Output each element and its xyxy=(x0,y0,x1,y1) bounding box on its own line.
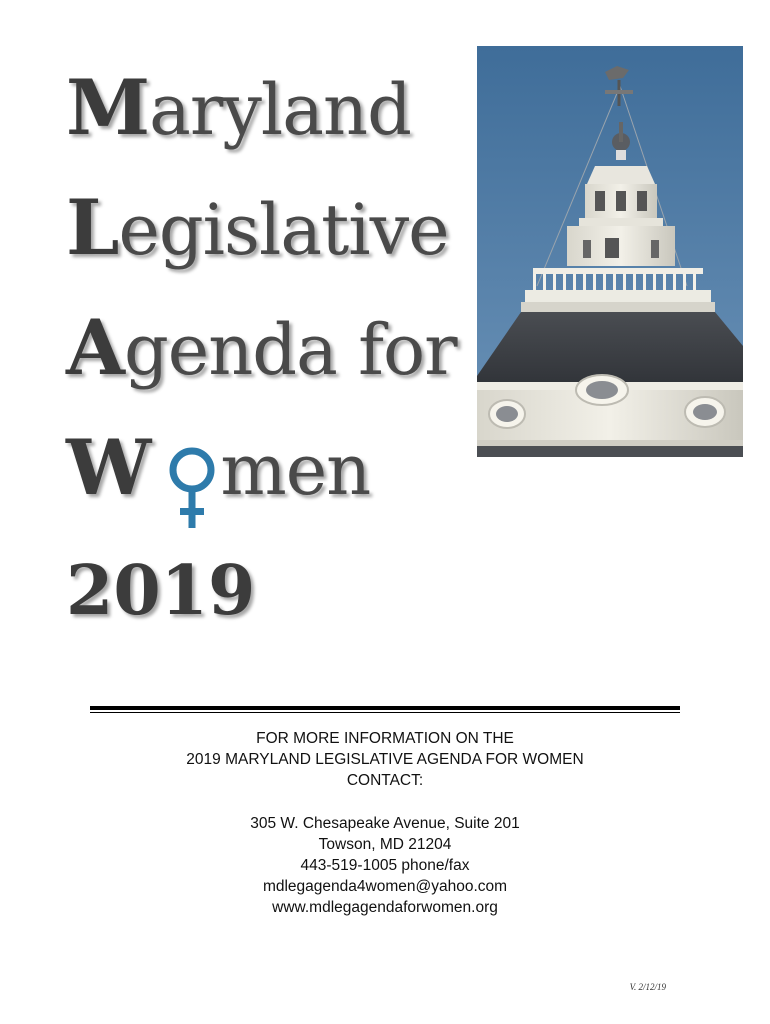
contact-heading-line-1: FOR MORE INFORMATION ON THE xyxy=(256,730,514,747)
contact-heading-line-2: 2019 MARYLAND LEGISLATIVE AGENDA FOR WOMEN xyxy=(186,751,584,768)
title-initial-m: M xyxy=(66,63,150,152)
title-word-men: men xyxy=(220,429,371,511)
title-word-maryland: aryland xyxy=(149,69,411,151)
title-word-legislative: egislative xyxy=(118,189,449,271)
divider-thin xyxy=(90,712,680,713)
title-initial-w: W xyxy=(66,423,151,512)
title-year: 2019 xyxy=(66,551,256,631)
female-symbol-icon xyxy=(164,446,220,540)
version-date: V. 2/12/19 xyxy=(629,982,666,992)
title-word-agenda-for: genda for xyxy=(123,309,457,391)
address-line-2: Towson, MD 21204 xyxy=(318,836,452,853)
title-line-agenda-for xyxy=(66,288,486,408)
email-address: mdlegagenda4women@yahoo.com xyxy=(262,878,508,895)
document-title xyxy=(66,62,486,646)
phone-fax: 443-519-1005 phone/fax xyxy=(300,857,470,874)
contact-block xyxy=(90,728,680,918)
address-line-1: 305 W. Chesapeake Avenue, Suite 201 xyxy=(250,815,520,832)
title-initial-l: L xyxy=(66,183,119,272)
title-line-legislative xyxy=(66,168,486,288)
state-house-dome-image xyxy=(477,46,743,457)
website-url: www.mdlegagendaforwomen.org xyxy=(272,899,498,916)
title-line-maryland xyxy=(66,48,486,168)
divider-thick xyxy=(90,706,680,710)
title-line-women xyxy=(66,408,486,528)
contact-heading-line-3: CONTACT: xyxy=(346,772,424,789)
title-initial-a: A xyxy=(66,303,124,392)
